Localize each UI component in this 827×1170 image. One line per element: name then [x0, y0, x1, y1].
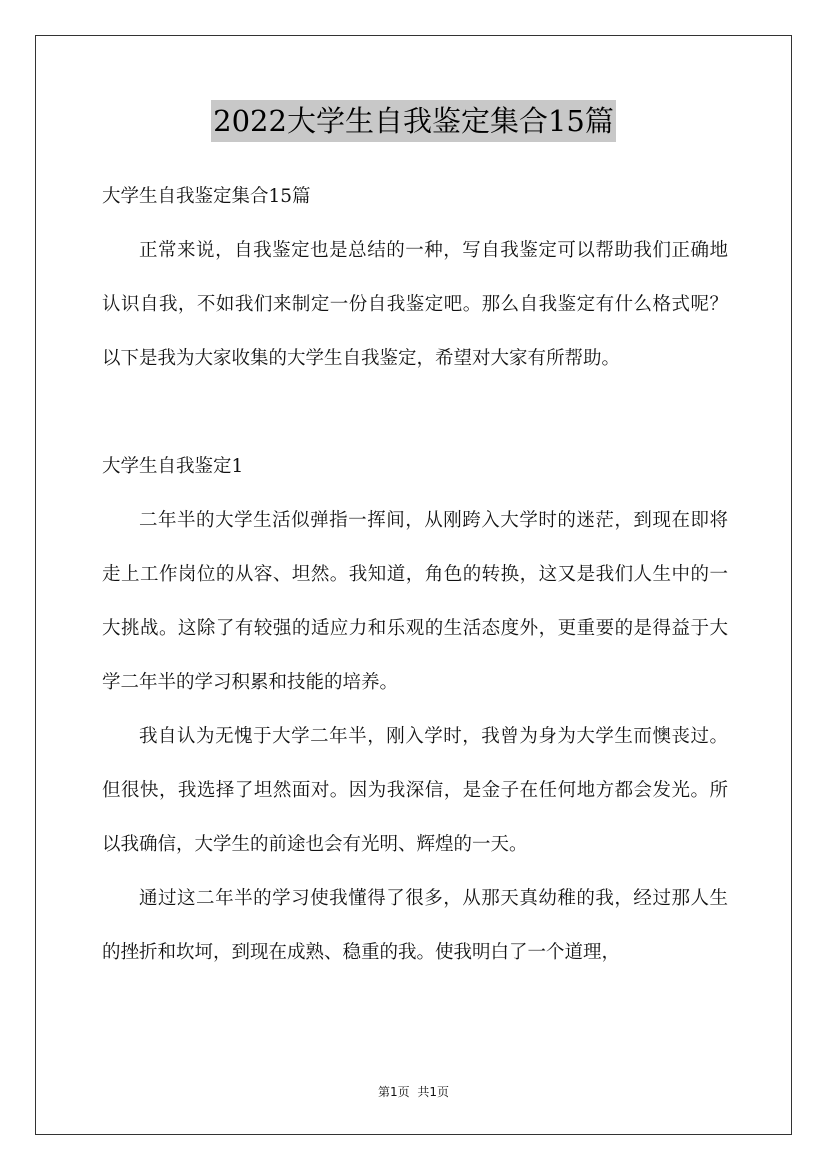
page-number: 第1页 — [378, 1085, 410, 1099]
subtitle: 大学生自我鉴定集合15篇 — [102, 186, 311, 207]
body-paragraph: 通过这二年半的学习使我懂得了很多，从那天真幼稚的我，经过那人生的挫折和坎坷，到现在成熟、稳重的我。使我明白了一个道理， — [102, 888, 728, 963]
title-container — [0, 100, 827, 142]
body-paragraph: 二年半的大学生活似弹指一挥间，从刚跨入大学时的迷茫，到现在即将走上工作岗位的从容、坦然。我知道，角色的转换，这又是我们人生中的一大挑战。这除了有较强的适应力和乐观的生活态度外，更重要的是得益于大学二年半的学习积累和技能的培养。 — [102, 510, 728, 693]
section-heading: 大学生自我鉴定1 — [102, 456, 244, 477]
paragraph-spacer — [102, 386, 728, 440]
intro-paragraph: 正常来说，自我鉴定也是总结的一种，写自我鉴定可以帮助我们正确地认识自我，不如我们来制定一份自我鉴定吧。那么自我鉴定有什么格式呢？以下是我为大家收集的大学生自我鉴定，希望对大家有所帮助。 — [102, 240, 728, 369]
document-title: 2022大学生自我鉴定集合15篇 — [211, 100, 616, 142]
body-paragraph: 我自认为无愧于大学二年半，刚入学时，我曾为身为大学生而懊丧过。但很快，我选择了坦然面对。因为我深信，是金子在任何地方都会发光。所以我确信，大学生的前途也会有光明、辉煌的一天。 — [102, 726, 728, 855]
page-total: 共1页 — [417, 1085, 449, 1099]
page-footer — [0, 1083, 827, 1101]
document-body — [102, 170, 728, 980]
